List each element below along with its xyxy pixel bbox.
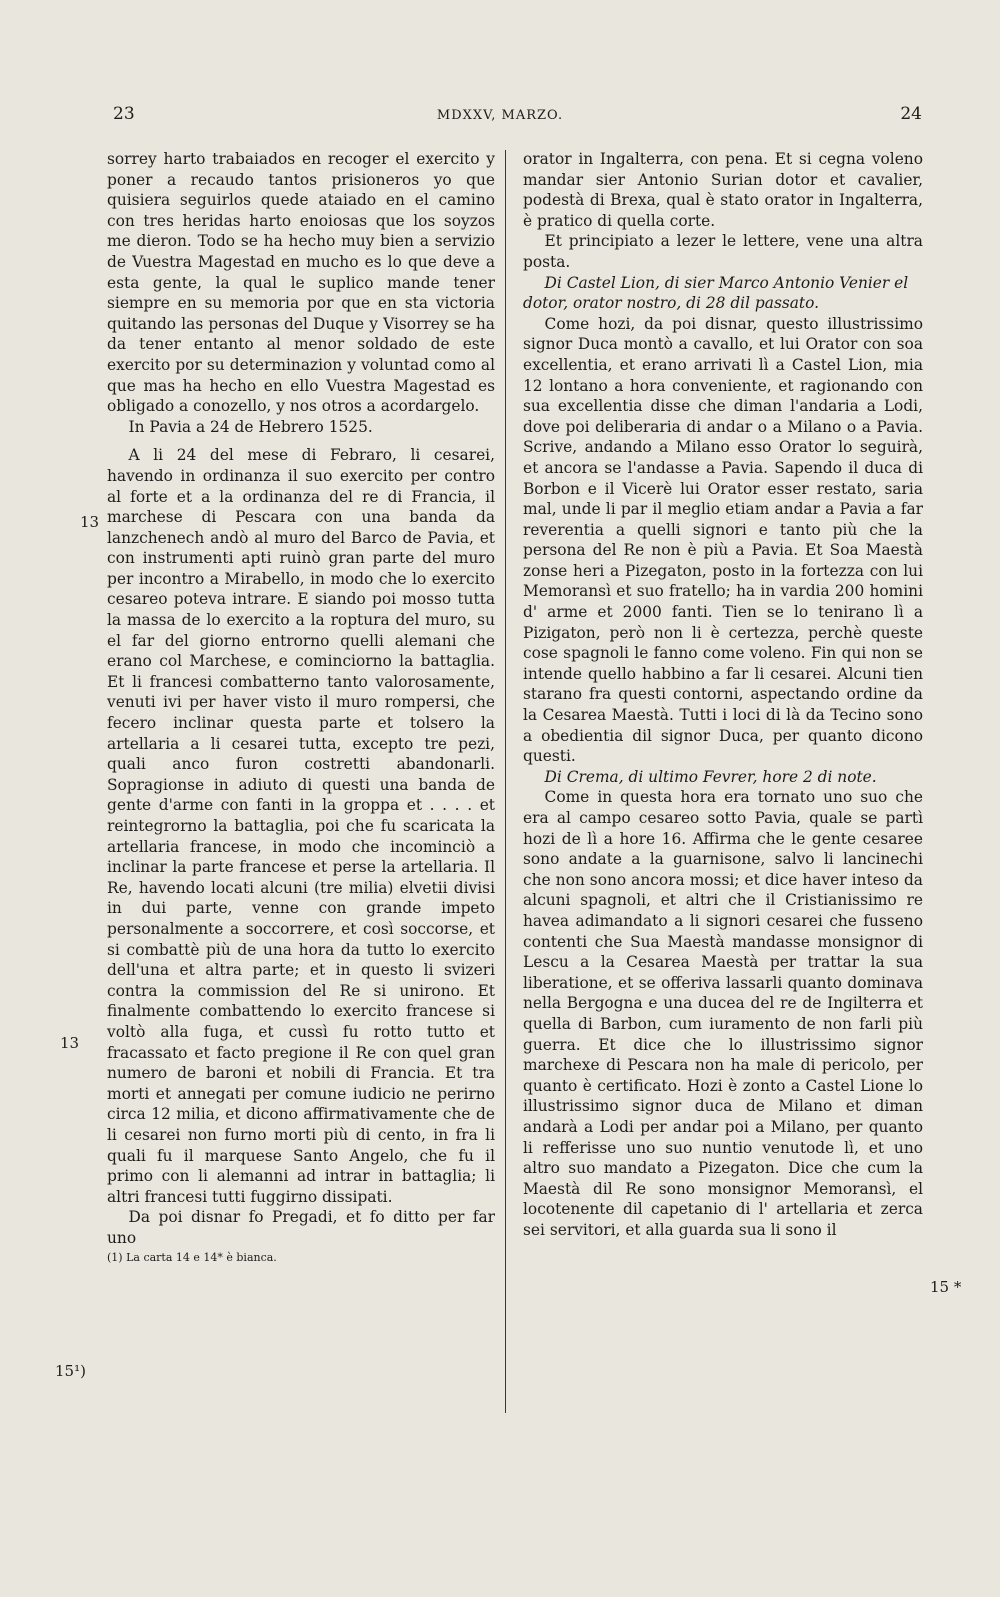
left-page-number: 23 [113, 104, 135, 124]
right-paragraph-2: Et principiato a lezer le lettere, vene una altra posta. [523, 232, 923, 271]
left-paragraph-3: Da poi disnar fo Pregadi, et fo ditto per far uno [107, 1208, 495, 1247]
margin-number: 15¹) [55, 1362, 86, 1380]
right-paragraph-3: Come hozi, da poi disnar, questo illustrissimo signor Duca montò a cavallo, et lui Orator con soa excellentia, et erano arrivati lì a Castel Lion, mia 12 lontano a hora conveniente, et ragionando con sua excellentia disse che diman l'andaria a Lodi, dove poi deliberaria di andar o a Milano o a Pavia. Scrive, andando a Milano esso Orator lo seguirà, et ancora se l'andasse a Pavia. Sapendo il duca di Borbon e il Vicerè lui Orator esser restato, saria mal, unde li par il meglio etiam andar a Pavia a far reverentia a quelli signori e tanto più che la persona del Re non è più a Pavia. Et Soa Maestà zonse heri a Pizegaton, posto in la fortezza con lui Memoransì et suo fratello; ha in vardia 200 homini d' arme et 2000 fanti. Tien se lo tenirano lì a Pizigaton, però non li è certezza, perchè queste cose spagnoli le fanno come voleno. Fin qui non se intende quello habbino a far li cesarei. Alcuni tien starano fra questi contorni, aspectando ordine da la Cesarea Maestà. Tutti i loci di là da Tecino sono a obedientia dil signor Duca, per quanto dicono questi. [523, 314, 923, 766]
right-column [523, 149, 923, 1240]
right-paragraph-4: Come in questa hora era tornato uno suo che era al campo cesareo sotto Pavia, quale se partì hozi de lì a hore 16. Affirma che le gente cesaree sono andate a la guarnisone, salvo li lancinechi che non sono ancora mossi; et dice haver inteso da alcuni spagnoli, et altri che il Cristianissimo re havea adimandato a li signori cesarei che fusseno contenti che Sua Maestà mandasse monsignor di Lescu a la Cesarea Maestà per trattar la sua liberatione, et se offeriva lassarli quanto dominava nella Bergogna e una ducea del re de Ingilterra et quella di Barbon, cum iuramento de non farli più guerra. Et dice che lo illustrissimo signor marchexe di Pescara non ha male di pericolo, per quanto è certificato. Hozi è zonto a Castel Lione lo illustrissimo signor duca de Milano et diman andarà a Lodi per andar poi a Milano, per quanto li refferisse uno suo nuntio venutode lì, et uno altro suo mandato a Pizegaton. Dice che cum la Maestà dil Re sono monsignor Memoransì, el locotenente dil capetanio di l' artellaria et zerca sei servitori, et alla guarda sua li sono il [523, 788, 923, 1239]
footnote: (1) La carta 14 e 14* è bianca. [107, 1251, 277, 1265]
left-column [107, 149, 495, 1269]
column-divider [505, 150, 506, 1413]
right-paragraph-1: orator in Ingalterra, con pena. Et si cegna voleno mandar sier Antonio Surian dotor et cavalier, podestà di Brexa, qual è stato orator in Ingalterra, è pratico di quella corte. [523, 150, 923, 230]
left-paragraph-2: A li 24 del mese di Febraro, li cesarei, havendo in ordinanza il suo exercito per contro al forte et a la ordinanza del re di Francia, il marchese di Pescara con una banda da lanzchenech andò al muro del Barco de Pavia, et con instrumenti apti ruinò gran parte del muro per incontro a Mirabello, in modo che lo exercito cesareo poteva intrare. E siando poi mosso tutta la massa de lo exercito a la roptura del muro, su el far del giorno entrorno quelli alemani che erano col Marchese, e cominciorno la battaglia. Et li francesi combatterno tanto valorosamente, venuti ivi per haver visto il muro rompersi, che fecero inclinar questa parte et tolsero la artellaria a li cesarei tutta, excepto tre pezi, quali anco furon costretti abandonarli. Sopragionse in adiuto di questi una banda de gente d'arme con fanti in la groppa et . . . . et reintegrorno la battaglia, poi che fu scaricata la artellaria francese, in modo che incominciò a inclinar la parte francese et perse la artellaria. Il Re, havendo locati alcuni (tre milia) elvetii divisi in dui parte, venne con grande impeto personalmente a soccorrere, et così soccorse, et si combattè più de una hora da tutto lo exercito dell'una et altra parte; et in questo li svizeri contra la commission del Re si unirono. Et finalmente combattendo lo exercito francese si voltò alla fuga, et cussì fu rotto tutto et fracassato et facto pregione il Re con quel gran numero de baroni et nobili di Francia. Et tra morti et annegati per comune iudicio ne perirno circa 12 milia, et dicono affirmativamente che de li cesarei non furno morti più di cento, in fra li quali fu il marquese Santo Angelo, che fu il primo con li alemanni ad intrar in battaglia; li altri francesi tutti fuggirno dissipati. [107, 446, 495, 1206]
right-page-number: 24 [900, 104, 922, 124]
margin-number: 13 [60, 1034, 80, 1052]
section-heading-crema: Di Crema, di ultimo Fevrer, hore 2 di note. [544, 767, 877, 786]
letter-signature: In Pavia a 24 de Hebrero 1525. [128, 417, 373, 436]
section-heading-castel-lion: Di Castel Lion, di sier Marco Antonio Venier el dotor, orator nostro, di 28 dil passato. [523, 273, 909, 313]
margin-number: 13 [80, 513, 100, 531]
margin-number: 15 * [930, 1278, 962, 1296]
left-paragraph-1: sorrey harto trabaiados en recoger el exercito y poner a recaudo tantos prisioneros yo que quisiera seguirlos quede ataiado en el camino con tres heridas harto enoiosas que los soyzos me dieron. Todo se ha hecho muy bien a servizio de Vuestra Magestad en mucho es lo que deve a esta gente, la qual le suplico mande tener siempre en su memoria por que en sta victoria quitando las personas del Duque y Visorrey se ha da tener entanto al menor soldado de este exercito por su determinazion y voluntad como al que mas ha hecho en ello Vuestra Magestad es obligado a conozello, y nos otros a acordargelo. [107, 150, 495, 416]
running-title: MDXXV, MARZO. [436, 108, 564, 123]
